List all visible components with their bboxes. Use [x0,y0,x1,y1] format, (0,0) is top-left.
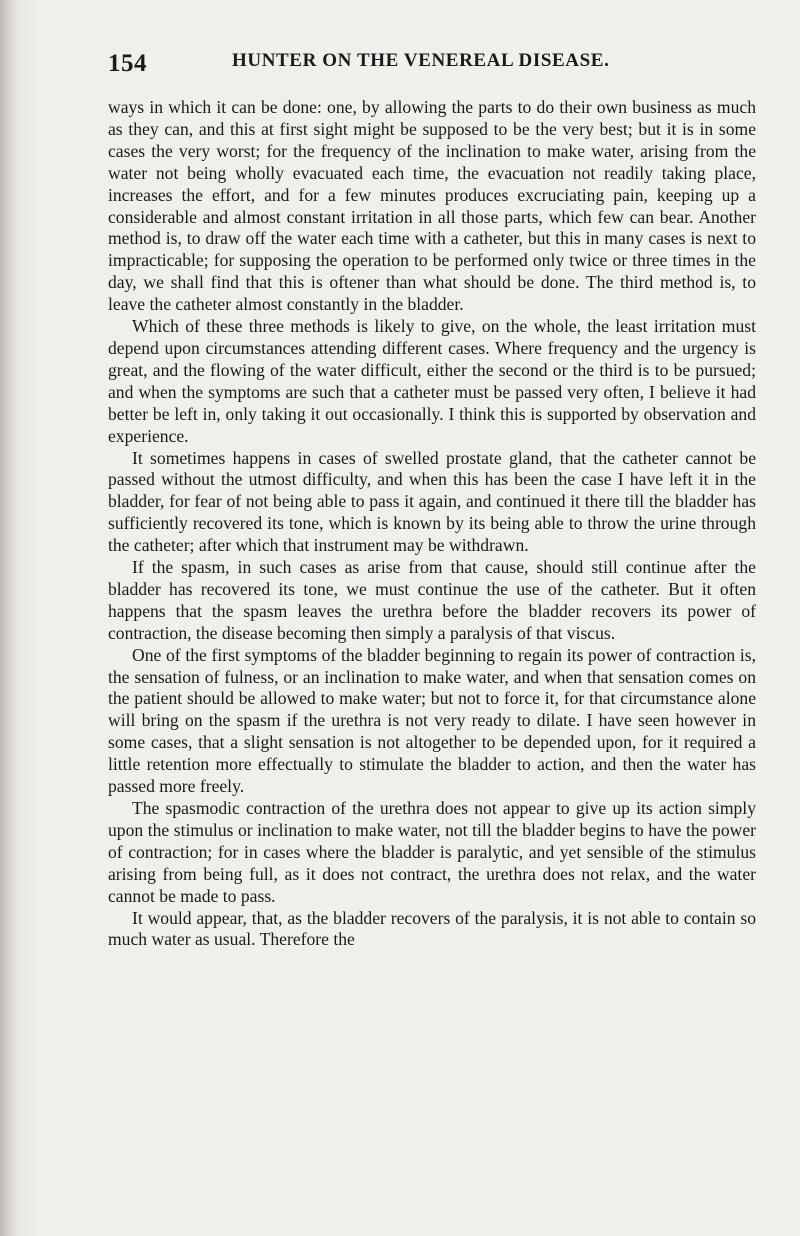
paragraph: Which of these three methods is likely to give, on the whole, the least irritation must depend upon circumstances attending different cases. Where frequency and the urgency is great, and the flowing of the water difficult, either the second or the third is to be pursued; and when the symptoms are such that a catheter must be passed very often, I believe it had better be left in, only taking it out occasionally. I think this is supported by observation and experience. [108,316,756,446]
paragraph: It sometimes happens in cases of swelled prostate gland, that the catheter cannot be passed without the utmost difficulty, and when this has been the case I have left it in the bladder, for fear of not being able to pass it again, and continued it there till the bladder has sufficiently recovered its tone, which is known by its being able to throw the urine through the catheter; after which that instrument may be withdrawn. [108,447,756,556]
page-number: 154 [108,50,147,77]
running-title: HUNTER ON THE VENEREAL DISEASE. [232,50,610,71]
paragraph: The spasmodic contraction of the urethra does not appear to give up its action simply upon the stimulus or inclination to make water, not till the bladder begins to have the power of contraction; for in cases where the bladder is paralytic, and yet sensible of the stimulus arising from being full, as it does not contract, the urethra does not relax, and the water cannot be made to pass. [108,798,756,906]
paragraph: ways in which it can be done: one, by allowing the parts to do their own business as much as they can, and this at first sight might be supposed to be the very best; but it is in some cases the very worst; for the frequency of the inclination to make water, arising from the water not being wholly evacuated each time, the evacuation not readily taking place, increases the effort, and for a few minutes produces excruciating pain, keeping up a considerable and almost constant irritation in all those parts, which few can bear. Another method is, to draw off the water each time with a catheter, but this in many cases is next to impracticable; for supposing the operation to be performed only twice or three times in the day, we shall find that this is oftener than what should be done. The third method is, to leave the catheter almost constantly in the bladder. [108,97,756,315]
body-text [108,97,756,951]
page-binding-shadow [0,0,18,1236]
paragraph: If the spasm, in such cases as arise from that cause, should still continue after the bladder has recovered its tone, we must continue the use of the catheter. But it often happens that the spasm leaves the urethra before the bladder recovers its power of contraction, the disease becoming then simply a paralysis of that viscus. [108,557,756,643]
paragraph: One of the first symptoms of the bladder beginning to regain its power of contraction is, the sensation of fulness, or an inclination to make water, and when that sensation comes on the patient should be allowed to make water; but not to force it, for that circumstance alone will bring on the spasm if the urethra is not very ready to dilate. I have seen however in some cases, that a slight sensation is not altogether to be depended upon, for it required a little retention more effectually to stimulate the bladder to action, and then the water has passed more freely. [108,644,756,797]
page-header [108,44,758,84]
paragraph: It would appear, that, as the bladder recovers of the paralysis, it is not able to contain so much water as usual. Therefore the [108,907,756,950]
